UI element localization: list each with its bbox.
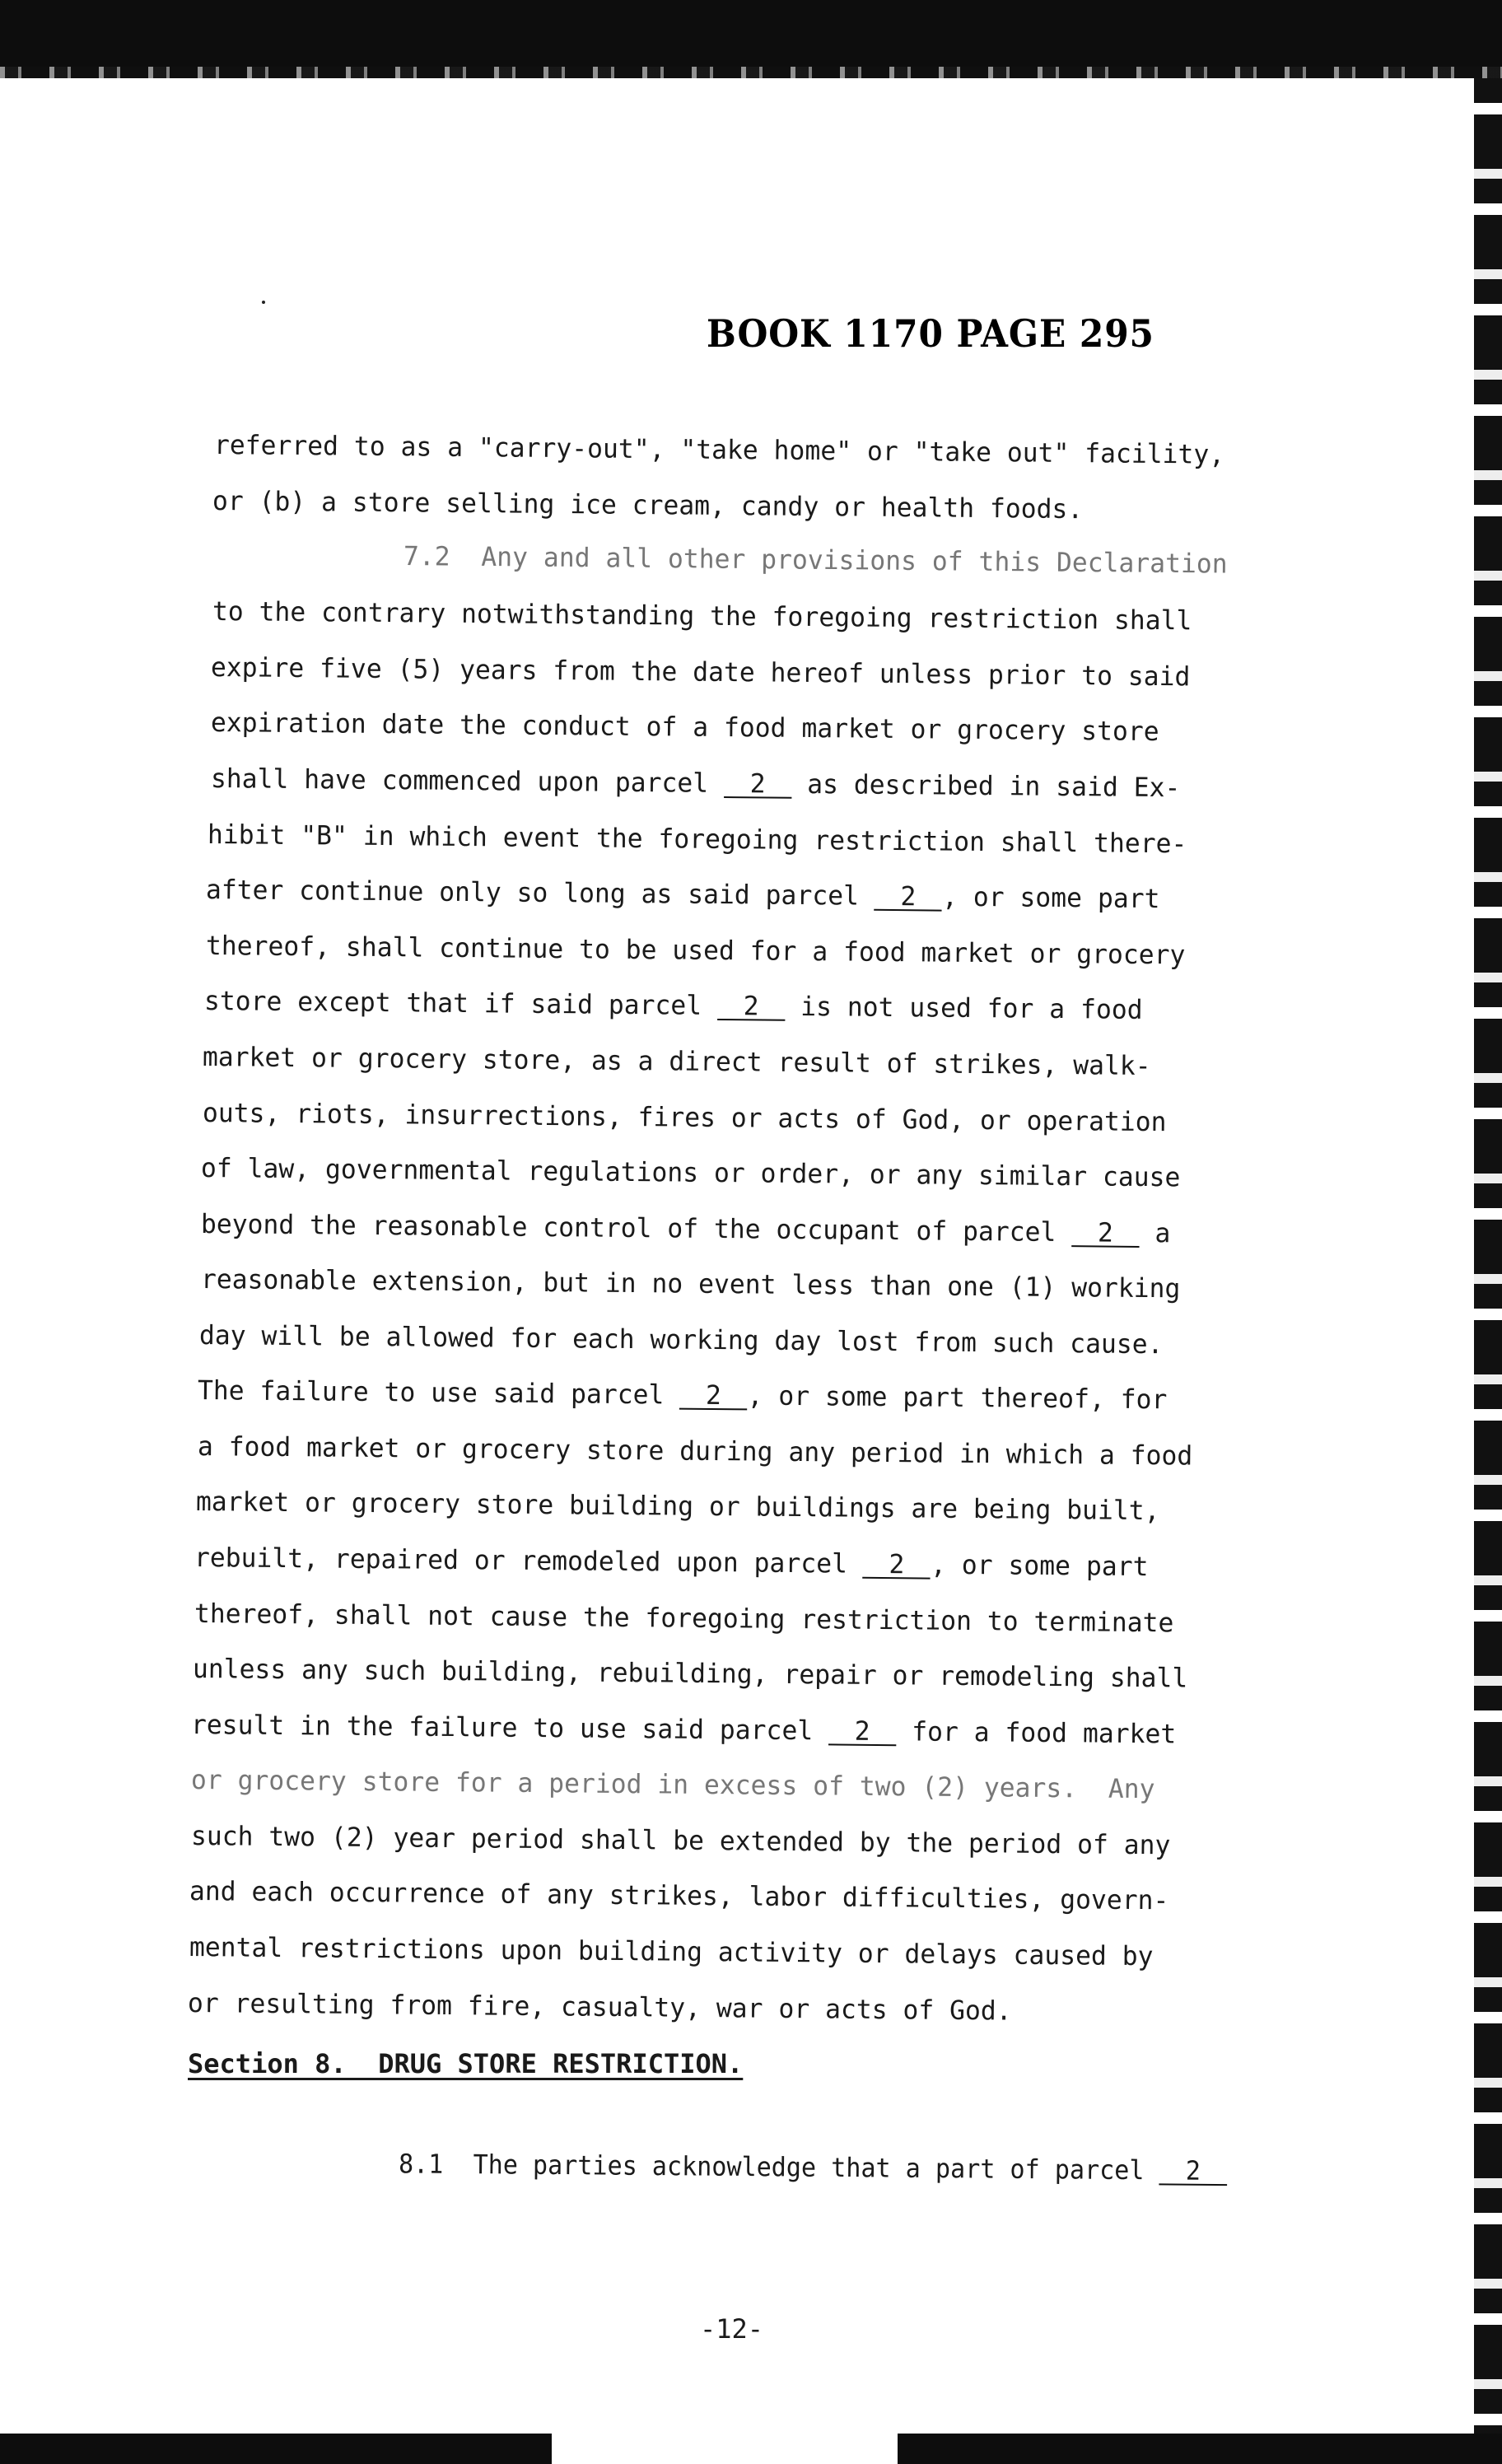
line-text: 8.1 The parties acknowledge that a part of parcel [398, 2148, 1159, 2186]
document-line [403, 539, 1228, 581]
line-text: thereof, shall not cause the foregoing restriction to terminate [194, 1598, 1174, 1639]
line-text-continued: , or some part [930, 1548, 1149, 1583]
document-line [203, 1096, 1167, 1138]
line-text: thereof, shall continue to be used for a food market or grocery [205, 930, 1186, 971]
line-text: result in the failure to use said parcel [190, 1709, 829, 1747]
document-line [198, 1430, 1193, 1472]
document-line [189, 1930, 1154, 1972]
line-text: expire five (5) years from the date hereof unless prior to said [210, 651, 1191, 693]
document-line [212, 484, 1084, 525]
book-page-stamp: BOOK 1170 PAGE 295 [707, 311, 1154, 356]
parcel-blank: 2 [863, 1551, 931, 1580]
line-text: rebuilt, repaired or remodeled upon parcel [194, 1542, 863, 1580]
line-text: market or grocery store, as a direct result of strikes, walk- [202, 1041, 1151, 1082]
document-line [204, 984, 1143, 1026]
document-line [191, 1708, 1177, 1750]
line-text: reasonable extension, but in no event less than one (1) working [200, 1263, 1181, 1304]
line-text: and each occurrence of any strikes, labor difficulties, govern- [189, 1875, 1169, 1916]
line-text-continued: a [1139, 1216, 1171, 1249]
line-text: day will be allowed for each working day lost from such cause. [198, 1319, 1164, 1360]
line-text-continued: , or some part [941, 880, 1160, 915]
line-text: a food market or grocery store during any period in which a food [197, 1430, 1193, 1472]
line-text-continued: is not used for a food [785, 990, 1143, 1025]
scan-border-top [0, 0, 1502, 78]
document-line [208, 818, 1187, 860]
document-line [196, 1485, 1160, 1527]
parcel-blank: 2 [828, 1717, 897, 1746]
line-text: such two (2) year period shall be extended by the period of any [190, 1820, 1171, 1861]
page-number: -12- [700, 2313, 764, 2345]
line-text-continued: for a food market [896, 1715, 1177, 1750]
document-line [191, 1819, 1171, 1861]
line-text-continued: , or some part thereof, for [747, 1379, 1168, 1416]
line-text: 7.2 Any and all other provisions of this Declaration [403, 540, 1228, 580]
line-text: mental restrictions upon building activity or delays caused by [189, 1931, 1154, 1972]
line-text: or grocery store for a period in excess of two (2) years. Any [190, 1764, 1155, 1805]
document-line [212, 595, 1192, 637]
line-text: beyond the reasonable control of the occupant of parcel [200, 1208, 1072, 1248]
parcel-blank: 2 [679, 1382, 748, 1411]
line-text: or resulting from fire, casualty, war or acts of God. [187, 1987, 1012, 2027]
line-text: The failure to use said parcel [197, 1374, 680, 1411]
parcel-blank: 2 [1071, 1219, 1140, 1248]
document-line [194, 1541, 1149, 1583]
line-text: after continue only so long as said parcel [205, 874, 875, 912]
section-heading: Section 8. DRUG STORE RESTRICTION. [188, 2048, 744, 2079]
line-text: expiration date the conduct of a food market or grocery store [210, 707, 1159, 748]
scan-border-right [1474, 78, 1502, 2434]
document-line [194, 1597, 1174, 1639]
line-text: of law, governmental regulations or order, or any similar cause [200, 1152, 1181, 1193]
parcel-blank: 2 [724, 770, 792, 799]
line-text-continued: as described in said Ex- [791, 768, 1181, 804]
line-text: or (b) a store selling ice cream, candy or health foods. [212, 485, 1084, 525]
document-line [191, 1763, 1155, 1805]
line-text: outs, riots, insurrections, fires or acts of God, or operation [202, 1097, 1167, 1138]
line-text: hibit "B" in which event the foregoing restriction shall there- [207, 819, 1187, 860]
parcel-blank: 2 [875, 883, 943, 912]
line-text: unless any such building, rebuilding, repair or remodeling shall [192, 1653, 1188, 1694]
line-text: market or grocery store building or buildings are being built, [195, 1486, 1160, 1527]
document-line [201, 1262, 1181, 1304]
parcel-blank: 2 [717, 992, 786, 1021]
document-line [188, 1986, 1012, 2028]
document-line [206, 929, 1186, 971]
parcel-blank: 2 [1159, 2157, 1227, 2186]
document-line [211, 651, 1191, 693]
line-text: store except that if said parcel [203, 985, 718, 1021]
document-line [206, 873, 1160, 915]
line-text: to the contrary notwithstanding the foregoing restriction shall [212, 595, 1192, 637]
document-line [199, 1318, 1164, 1360]
document-line [201, 1151, 1181, 1193]
scan-border-bottom [0, 2434, 1502, 2464]
document-line [193, 1652, 1188, 1695]
document-line [211, 762, 1181, 804]
document-line [201, 1207, 1171, 1249]
document-line [214, 428, 1225, 471]
line-text: referred to as a "carry-out", "take home" or "take out" facility, [213, 429, 1225, 470]
document-line [203, 1040, 1151, 1082]
scan-speck [262, 301, 265, 304]
line-text: shall have commenced upon parcel [210, 763, 725, 799]
document-line [189, 1874, 1169, 1916]
section-8-first-line [369, 2114, 1228, 2187]
document-line [198, 1374, 1168, 1416]
document-line [211, 706, 1159, 748]
